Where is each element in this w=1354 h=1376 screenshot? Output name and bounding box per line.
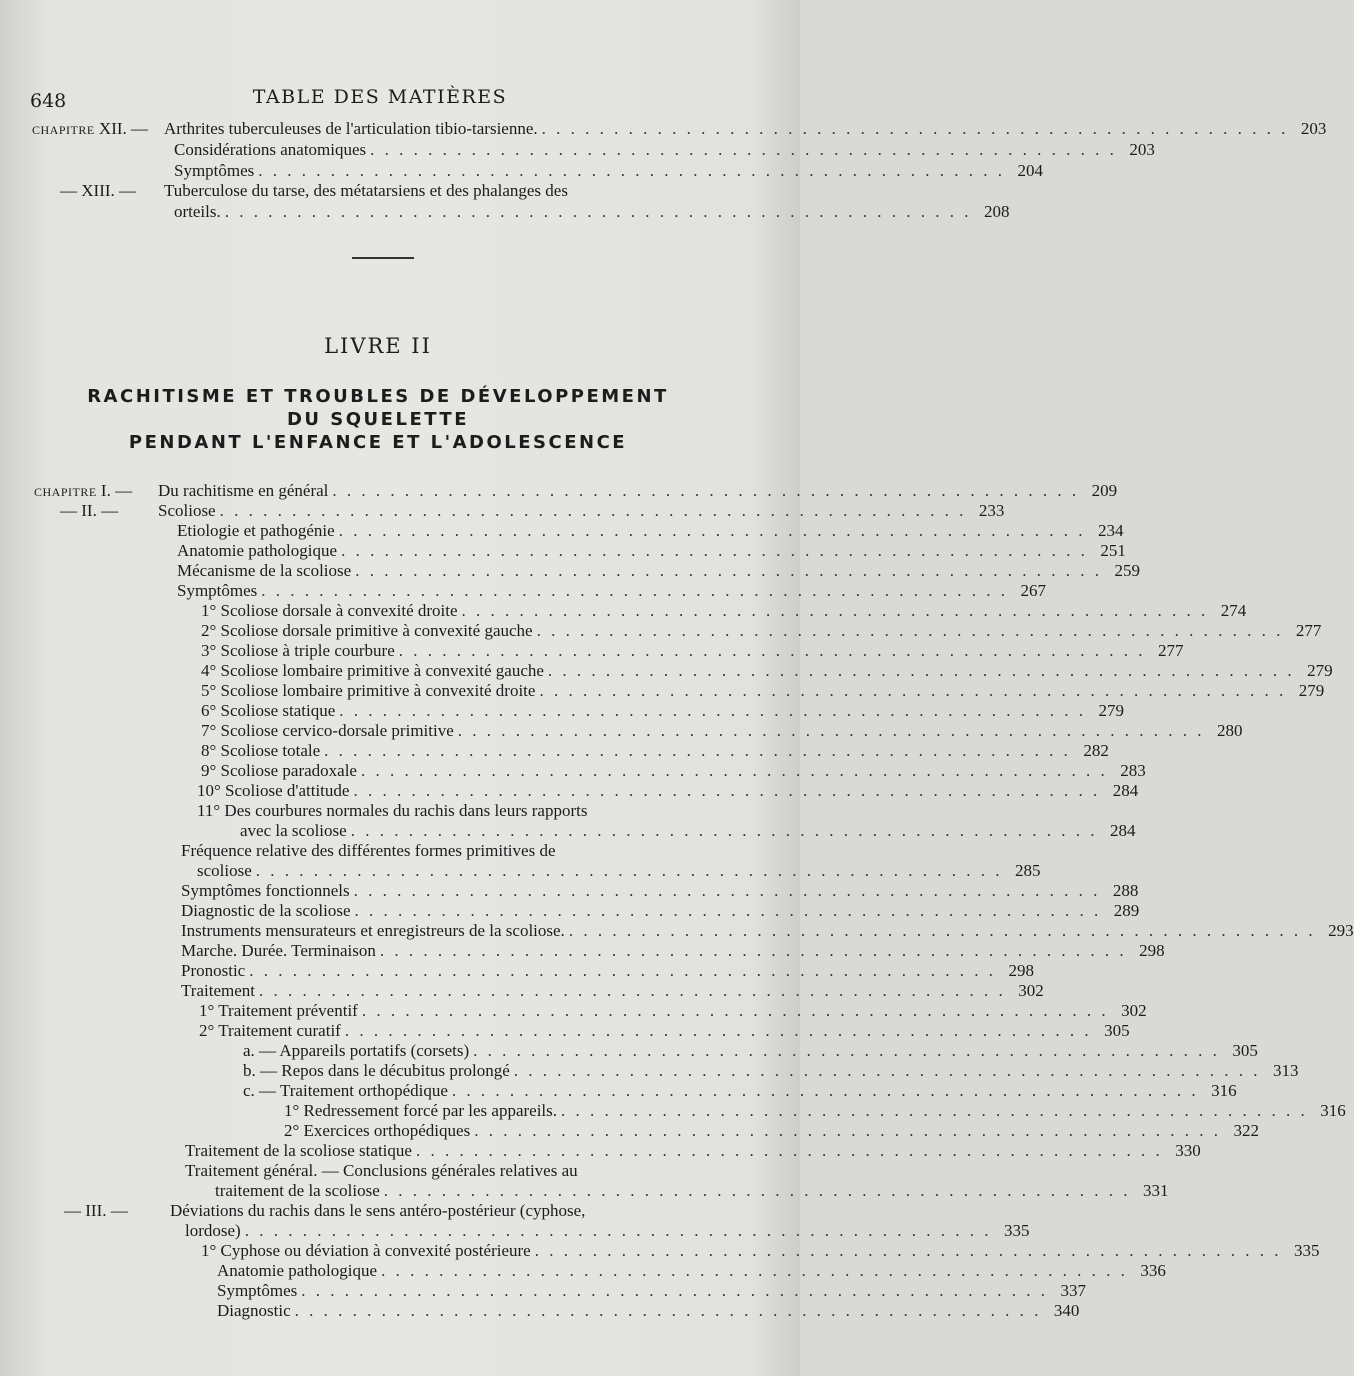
leader-dots: . . . . . . . . . . . . . . . . . . . . . . . . . . . . . . . . . . . . . . . . . . . . . . . . . . . . (568, 921, 1316, 940)
toc-entry (201, 741, 1109, 761)
toc-page-number: 282 (1083, 741, 1109, 760)
leader-dots: . . . . . . . . . . . . . . . . . . . . . . . . . . . . . . . . . . . . . . . . . . . . . . . . . . . . (355, 561, 1102, 580)
toc-entry (199, 1001, 1147, 1021)
toc-entry (201, 621, 1322, 641)
leader-dots: . . . . . . . . . . . . . . . . . . . . . . . . . . . . . . . . . . . . . . . . . . . . . . . . . . . . (338, 521, 1086, 540)
toc-page-number: 285 (1015, 861, 1041, 880)
toc-entry-label: 5° Scoliose lombaire primitive à convexité droite (201, 681, 536, 700)
toc-entry (177, 581, 1047, 601)
toc-entry-label: 4° Scoliose lombaire primitive à convexité gauche (201, 661, 544, 680)
toc-page-number: 298 (1008, 961, 1034, 980)
toc-entry (201, 701, 1125, 721)
toc-page-number: 340 (1053, 1301, 1080, 1320)
toc-page-number: 209 (1091, 481, 1118, 500)
toc-page-number: 274 (1220, 601, 1247, 620)
toc-page-number: 322 (1233, 1121, 1259, 1140)
leader-dots: . . . . . . . . . . . . . . . . . . . . . . . . . . . . . . . . . . . . . . . . . . . . . . . . . . . . (513, 1061, 1261, 1080)
leader-dots: . . . . . . . . . . . . . . . . . . . . . . . . . . . . . . . . . . . . . . . . . . . . . . . . . . . . (261, 581, 1009, 600)
section-title-line-3: PENDANT L'ENFANCE ET L'ADOLESCENCE (128, 432, 628, 453)
book-part-title: LIVRE II (324, 334, 432, 358)
leader-dots: . . . . . . . . . . . . . . . . . . . . . . . . . . . . . . . . . . . . . . . . . . . . . . . . . . . . (360, 761, 1108, 780)
toc-page-number: 337 (1060, 1281, 1087, 1300)
toc-entry (284, 1121, 1259, 1141)
toc-entry-label: Traitement général. — Conclusions générales relatives au (185, 1161, 578, 1180)
toc-entry (158, 501, 1005, 521)
page-number: 648 (30, 90, 67, 112)
toc-entry (164, 181, 730, 201)
leader-dots: . . . . . . . . . . . . . . . . . . . . . . . . . . . . . . . . . . . . . . . . . . . . . . . . . . . . (294, 1301, 1042, 1320)
toc-page-number: 335 (1003, 1221, 1030, 1240)
toc-entry (199, 1021, 1130, 1041)
toc-entry (197, 861, 1041, 881)
toc-entry-label: Tuberculose du tarse, des métatarsiens et des phalanges des (164, 181, 568, 200)
toc-entry (243, 1041, 1258, 1061)
leader-dots: . . . . . . . . . . . . . . . . . . . . . . . . . . . . . . . . . . . . . . . . . . . . . . . . . . . . (534, 1241, 1282, 1260)
toc-entry-label: Anatomie pathologique (217, 1261, 378, 1280)
toc-page-number: 283 (1120, 761, 1146, 780)
toc-entry-label: a. — Appareils portatifs (corsets) (243, 1041, 470, 1060)
toc-entry (284, 1101, 1346, 1121)
toc-entry-label: 2° Scoliose dorsale primitive à convexité gauche (201, 621, 533, 640)
toc-entry-label: orteils. (174, 202, 221, 221)
toc-entry (240, 821, 1136, 841)
toc-page-number: 335 (1293, 1241, 1320, 1260)
toc-entry (181, 921, 1354, 941)
toc-entry (181, 941, 1165, 961)
toc-page-number: 204 (1017, 161, 1044, 180)
toc-entry (170, 1201, 730, 1221)
leader-dots: . . . . . . . . . . . . . . . . . . . . . . . . . . . . . . . . . . . . . . . . . . . . . . . . . . . . (258, 161, 1006, 180)
toc-entry-label: Considérations anatomiques (174, 140, 367, 159)
leader-dots: . . . . . . . . . . . . . . . . . . . . . . . . . . . . . . . . . . . . . . . . . . . . . . . . . . . . (541, 119, 1289, 138)
toc-entry (181, 961, 1034, 981)
toc-page-number: 233 (978, 501, 1005, 520)
leader-dots: . . . . . . . . . . . . . . . . . . . . . . . . . . . . . . . . . . . . . . . . . . . . . . . . . . . . (461, 601, 1209, 620)
toc-entry-label: scoliose (197, 861, 252, 880)
toc-entry-label: 9° Scoliose paradoxale (201, 761, 357, 780)
toc-entry-label: b. — Repos dans le décubitus prolongé (243, 1061, 510, 1080)
toc-entry-label: lordose) (185, 1221, 241, 1240)
toc-entry (181, 981, 1044, 1001)
toc-entry (201, 721, 1243, 741)
leader-dots: . . . . . . . . . . . . . . . . . . . . . . . . . . . . . . . . . . . . . . . . . . . . . . . . . . . . (339, 701, 1087, 720)
leader-dots: . . . . . . . . . . . . . . . . . . . . . . . . . . . . . . . . . . . . . . . . . . . . . . . . . . . . (353, 881, 1101, 900)
toc-page-number: 203 (1300, 119, 1327, 138)
toc-entry-label: 1° Scoliose dorsale à convexité droite (201, 601, 458, 620)
toc-page-number: 251 (1100, 541, 1126, 560)
toc-entry-label: Arthrites tuberculeuses de l'articulation tibio-tarsienne. (164, 119, 538, 138)
toc-page-number: 279 (1098, 701, 1125, 720)
toc-entry (174, 202, 1010, 222)
toc-entry-label: Traitement de la scoliose statique (185, 1141, 412, 1160)
chapter-word: CHAPITRE (34, 485, 97, 499)
toc-entry (201, 761, 1146, 781)
toc-page-number: 277 (1158, 641, 1184, 660)
toc-chapter-prefix: — II. — (60, 501, 119, 520)
toc-page-number: 203 (1129, 140, 1155, 159)
toc-entry-label: 10° Scoliose d'attitude (197, 781, 350, 800)
toc-page-number: 331 (1143, 1181, 1169, 1200)
toc-entry (217, 1301, 1080, 1321)
leader-dots: . . . . . . . . . . . . . . . . . . . . . . . . . . . . . . . . . . . . . . . . . . . . . . . . . . . . (379, 941, 1127, 960)
toc-entry (217, 1261, 1166, 1281)
separator-rule (352, 257, 414, 259)
leader-dots: . . . . . . . . . . . . . . . . . . . . . . . . . . . . . . . . . . . . . . . . . . . . . . . . . . . . (244, 1221, 992, 1240)
leader-dots: . . . . . . . . . . . . . . . . . . . . . . . . . . . . . . . . . . . . . . . . . . . . . . . . . . . . (324, 741, 1071, 760)
toc-entry-label: Diagnostic (217, 1301, 291, 1320)
toc-entry (164, 119, 1327, 139)
toc-chapter-prefix: CHAPITRE XII. — (32, 119, 149, 138)
toc-entry-label: Scoliose (158, 501, 216, 520)
toc-entry-label: traitement de la scoliose (215, 1181, 380, 1200)
toc-page-number: 298 (1139, 941, 1165, 960)
leader-dots: . . . . . . . . . . . . . . . . . . . . . . . . . . . . . . . . . . . . . . . . . . . . . . . . . . . . (370, 140, 1117, 159)
toc-page-number: 284 (1109, 821, 1136, 840)
leader-dots: . . . . . . . . . . . . . . . . . . . . . . . . . . . . . . . . . . . . . . . . . . . . . . . . . . . . (341, 541, 1088, 560)
toc-entry-label: Symptômes (174, 161, 255, 180)
toc-page-number: 305 (1104, 1021, 1130, 1040)
toc-entry (174, 140, 1155, 160)
chapter-word: CHAPITRE (32, 123, 95, 137)
toc-entry-label: Symptômes fonctionnels (181, 881, 350, 900)
toc-entry-label: Traitement (181, 981, 255, 1000)
toc-entry (181, 901, 1140, 921)
toc-page-number: 316 (1211, 1081, 1237, 1100)
toc-entry (185, 1141, 1201, 1161)
leader-dots: . . . . . . . . . . . . . . . . . . . . . . . . . . . . . . . . . . . . . . . . . . . . . . . . . . . . (354, 901, 1102, 920)
toc-entry-label: Fréquence relative des différentes formes primitives de (181, 841, 556, 860)
toc-entry-label: Symptômes (217, 1281, 298, 1300)
leader-dots: . . . . . . . . . . . . . . . . . . . . . . . . . . . . . . . . . . . . . . . . . . . . . . . . . . . . (561, 1101, 1308, 1120)
toc-entry (177, 541, 1126, 561)
toc-entry (201, 601, 1247, 621)
toc-entry-label: 11° Des courbures normales du rachis dans leurs rapports (197, 801, 588, 820)
toc-entry (185, 1221, 1030, 1241)
leader-dots: . . . . . . . . . . . . . . . . . . . . . . . . . . . . . . . . . . . . . . . . . . . . . . . . . . . . (255, 861, 1003, 880)
toc-page-number: 284 (1112, 781, 1139, 800)
toc-page-number: 208 (984, 202, 1010, 221)
toc-entry-label: 7° Scoliose cervico-dorsale primitive (201, 721, 454, 740)
leader-dots: . . . . . . . . . . . . . . . . . . . . . . . . . . . . . . . . . . . . . . . . . . . . . . . . . . . . (249, 961, 996, 980)
page-header (0, 84, 800, 114)
leader-dots: . . . . . . . . . . . . . . . . . . . . . . . . . . . . . . . . . . . . . . . . . . . . . . . . . . . . (547, 661, 1295, 680)
section-title-line-1: RACHITISME ET TROUBLES DE DÉVELOPPEMENT (87, 386, 669, 407)
toc-page-number: 280 (1217, 721, 1243, 740)
toc-entry-label: 6° Scoliose statique (201, 701, 336, 720)
toc-entry (201, 661, 1333, 681)
leader-dots: . . . . . . . . . . . . . . . . . . . . . . . . . . . . . . . . . . . . . . . . . . . . . . . . . . . . (398, 641, 1146, 660)
toc-page-number: 267 (1020, 581, 1047, 600)
toc-entry-label: Instruments mensurateurs et enregistreurs de la scoliose. (181, 921, 565, 940)
toc-entry (185, 1161, 730, 1181)
toc-page-number: 336 (1140, 1261, 1166, 1280)
toc-entry-label: 1° Redressement forcé par les appareils. (284, 1101, 558, 1120)
toc-entry-label: Anatomie pathologique (177, 541, 338, 560)
toc-page-number: 288 (1112, 881, 1139, 900)
toc-entry (215, 1181, 1169, 1201)
toc-entry-label: avec la scoliose (240, 821, 347, 840)
toc-entry (197, 801, 730, 821)
toc-entry (201, 641, 1184, 661)
toc-page-number: 279 (1298, 681, 1325, 700)
toc-entry (174, 161, 1044, 181)
toc-entry-label: 2° Traitement curatif (199, 1021, 341, 1040)
toc-entry (217, 1281, 1087, 1301)
toc-entry-label: Déviations du rachis dans le sens antéro-postérieur (cyphose, (170, 1201, 586, 1220)
toc-page-number: 289 (1113, 901, 1140, 920)
toc-entry-label: Etiologie et pathogénie (177, 521, 335, 540)
toc-entry (201, 681, 1325, 701)
leader-dots: . . . . . . . . . . . . . . . . . . . . . . . . . . . . . . . . . . . . . . . . . . . . . . . . . . . . (473, 1041, 1220, 1060)
leader-dots: . . . . . . . . . . . . . . . . . . . . . . . . . . . . . . . . . . . . . . . . . . . . . . . . . . . . (219, 501, 967, 520)
toc-entry (158, 481, 1118, 501)
toc-page-number: 234 (1097, 521, 1124, 540)
leader-dots: . . . . . . . . . . . . . . . . . . . . . . . . . . . . . . . . . . . . . . . . . . . . . . . . . . . . (332, 481, 1080, 500)
toc-entry-label: Du rachitisme en général (158, 481, 329, 500)
leader-dots: . . . . . . . . . . . . . . . . . . . . . . . . . . . . . . . . . . . . . . . . . . . . . . . . . . . . (539, 681, 1287, 700)
leader-dots: . . . . . . . . . . . . . . . . . . . . . . . . . . . . . . . . . . . . . . . . . . . . . . . . . . . . (415, 1141, 1163, 1160)
leader-dots: . . . . . . . . . . . . . . . . . . . . . . . . . . . . . . . . . . . . . . . . . . . . . . . . . . . . (383, 1181, 1131, 1200)
toc-page-number: 293 (1328, 921, 1354, 940)
leader-dots: . . . . . . . . . . . . . . . . . . . . . . . . . . . . . . . . . . . . . . . . . . . . . . . . . . . . (451, 1081, 1199, 1100)
toc-entry (181, 881, 1139, 901)
toc-entry (177, 521, 1124, 541)
leader-dots: . . . . . . . . . . . . . . . . . . . . . . . . . . . . . . . . . . . . . . . . . . . . . . . . . . . . (353, 781, 1101, 800)
toc-entry-label: 8° Scoliose totale (201, 741, 321, 760)
toc-entry-label: 2° Exercices orthopédiques (284, 1121, 471, 1140)
leader-dots: . . . . . . . . . . . . . . . . . . . . . . . . . . . . . . . . . . . . . . . . . . . . . . . . . . . . (457, 721, 1205, 740)
leader-dots: . . . . . . . . . . . . . . . . . . . . . . . . . . . . . . . . . . . . . . . . . . . . . . . . . . . . (258, 981, 1006, 1000)
toc-chapter-prefix: — III. — (64, 1201, 128, 1220)
toc-entry-label: Diagnostic de la scoliose (181, 901, 351, 920)
toc-chapter-prefix: — XIII. — (60, 181, 137, 200)
leader-dots: . . . . . . . . . . . . . . . . . . . . . . . . . . . . . . . . . . . . . . . . . . . . . . . . . . . . (361, 1001, 1109, 1020)
section-title-line-2: DU SQUELETTE (286, 409, 470, 430)
toc-entry-label: Pronostic (181, 961, 246, 980)
toc-page-number: 277 (1295, 621, 1322, 640)
leader-dots: . . . . . . . . . . . . . . . . . . . . . . . . . . . . . . . . . . . . . . . . . . . . . . . . . . . . (350, 821, 1098, 840)
leader-dots: . . . . . . . . . . . . . . . . . . . . . . . . . . . . . . . . . . . . . . . . . . . . . . . . . . . . (224, 202, 972, 221)
toc-page-number: 330 (1175, 1141, 1201, 1160)
running-title: TABLE DES MATIÈRES (252, 86, 508, 108)
leader-dots: . . . . . . . . . . . . . . . . . . . . . . . . . . . . . . . . . . . . . . . . . . . . . . . . . . . . (344, 1021, 1092, 1040)
toc-page-number: 313 (1273, 1061, 1299, 1080)
toc-entry (181, 841, 730, 861)
toc-entry-label: 3° Scoliose à triple courbure (201, 641, 395, 660)
toc-page-number: 302 (1018, 981, 1044, 1000)
toc-entry-label: Mécanisme de la scoliose (177, 561, 352, 580)
toc-entry (243, 1081, 1237, 1101)
toc-chapter-prefix: CHAPITRE I. — (34, 481, 133, 500)
toc-page-number: 279 (1307, 661, 1333, 680)
toc-entry-label: c. — Traitement orthopédique (243, 1081, 448, 1100)
leader-dots: . . . . . . . . . . . . . . . . . . . . . . . . . . . . . . . . . . . . . . . . . . . . . . . . . . . . (474, 1121, 1221, 1140)
toc-entry-label: 1° Traitement préventif (199, 1001, 358, 1020)
toc-page-number: 305 (1232, 1041, 1258, 1060)
toc-page-number: 259 (1114, 561, 1140, 580)
leader-dots: . . . . . . . . . . . . . . . . . . . . . . . . . . . . . . . . . . . . . . . . . . . . . . . . . . . . (536, 621, 1284, 640)
toc-entry-label: Marche. Durée. Terminaison (181, 941, 376, 960)
leader-dots: . . . . . . . . . . . . . . . . . . . . . . . . . . . . . . . . . . . . . . . . . . . . . . . . . . . . (381, 1261, 1128, 1280)
toc-entry-label: 1° Cyphose ou déviation à convexité postérieure (201, 1241, 531, 1260)
toc-page-number: 302 (1121, 1001, 1147, 1020)
toc-entry (197, 781, 1139, 801)
toc-page-number: 316 (1320, 1101, 1346, 1120)
toc-entry (177, 561, 1140, 581)
toc-entry (201, 1241, 1320, 1261)
toc-entry (243, 1061, 1299, 1081)
leader-dots: . . . . . . . . . . . . . . . . . . . . . . . . . . . . . . . . . . . . . . . . . . . . . . . . . . . . (301, 1281, 1049, 1300)
toc-entry-label: Symptômes (177, 581, 258, 600)
